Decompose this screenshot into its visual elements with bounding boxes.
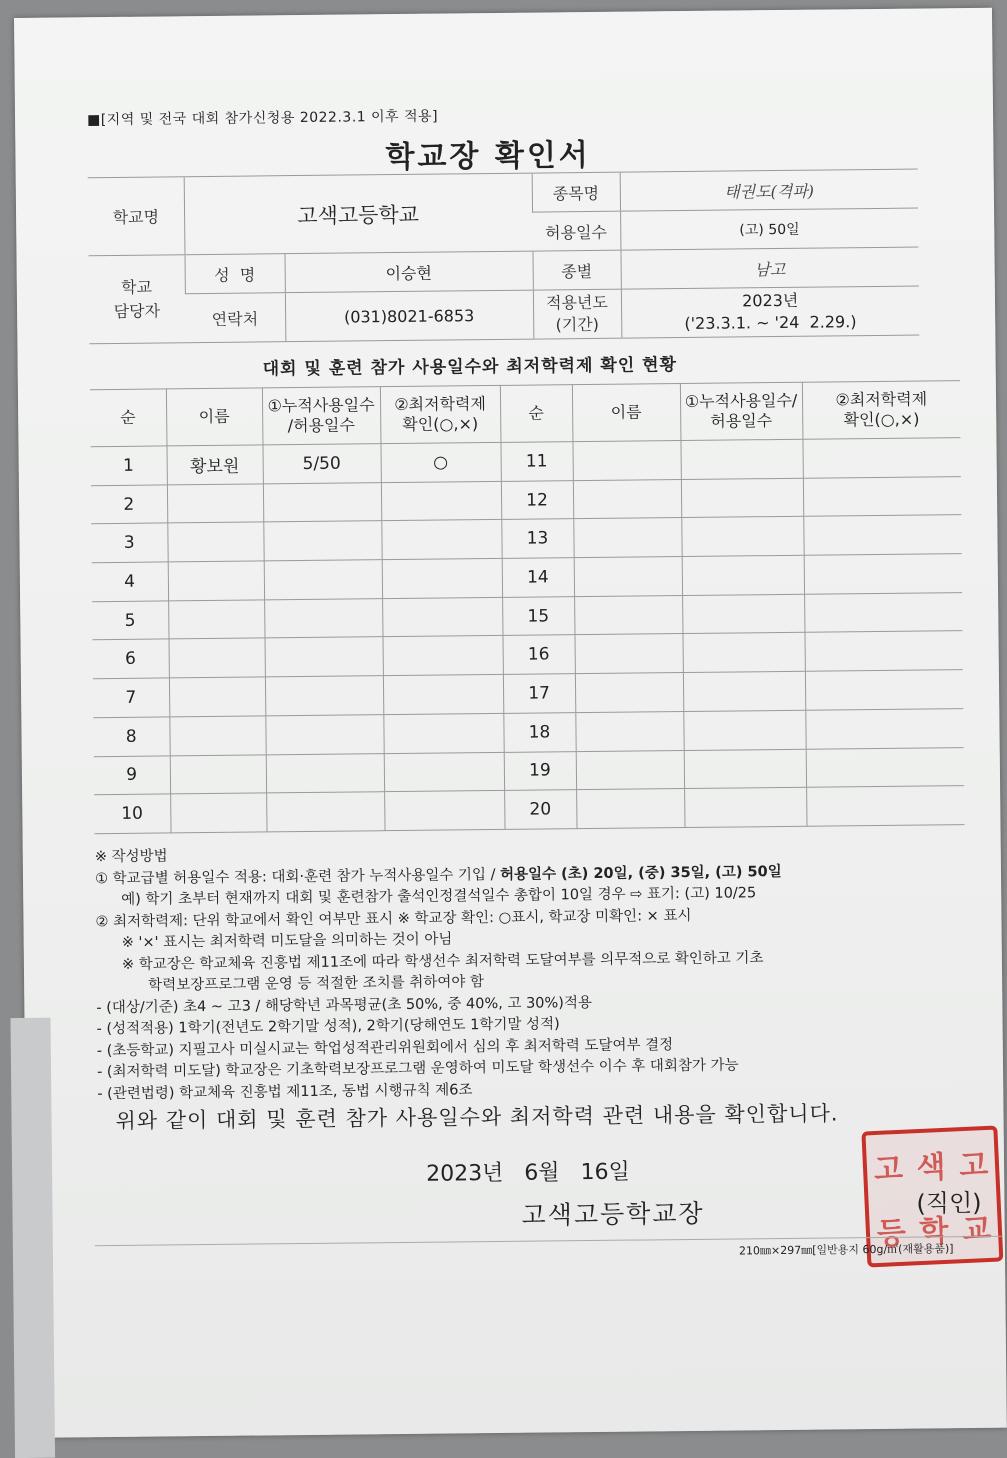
row-name: [575, 711, 683, 751]
row-check: [802, 438, 960, 478]
row-no: 1: [90, 446, 166, 485]
row-name: [574, 595, 682, 635]
guide-line: ※ '×' 표시는 최저학력 미도달을 의미하는 것이 아님: [121, 931, 453, 951]
row-no: 20: [504, 790, 576, 829]
row-used-days: [682, 555, 804, 595]
row-no: 14: [502, 558, 574, 597]
row-no: 9: [94, 755, 170, 794]
row-used-days: [265, 676, 383, 716]
row-check: [804, 592, 962, 632]
allowed-days-value: (고) 50일: [620, 208, 918, 250]
row-check: [803, 515, 961, 555]
row-check: [384, 791, 504, 831]
principal-signature: 고색고등학교장: [521, 1198, 705, 1230]
row-name: [572, 441, 680, 481]
paper-spec: 210㎜×297㎜[일반용지 60g/㎡(재활용품)]: [738, 1242, 954, 1258]
certificate-paper: [14, 8, 1007, 1438]
col-used-1: ①누적사용일수 /허용일수: [262, 387, 381, 445]
row-name: [574, 634, 682, 674]
guide-line: 학력보장프로그램 운영 등 적절한 조치를 취하여야 함: [148, 974, 485, 994]
col-name-1: 이름: [166, 388, 263, 446]
row-name: [573, 479, 681, 519]
seal-char: 학: [918, 1213, 950, 1251]
allowed-days-label: 허용일수: [532, 211, 620, 251]
form-header-note: ■[지역 및 전국 대회 참가신청용 2022.3.1 이후 적용]: [86, 108, 439, 129]
col-no-1: 순: [90, 389, 167, 447]
table-row: [94, 786, 964, 834]
school-name-value: 고색고등학교: [184, 173, 533, 255]
row-check: [383, 675, 503, 715]
seal-char: 등: [876, 1215, 907, 1252]
row-name: [167, 484, 263, 524]
school-info-table: [88, 169, 920, 345]
row-name: [170, 754, 266, 794]
row-check: [806, 747, 964, 787]
row-used-days: [266, 753, 384, 793]
table-header-row: [90, 381, 961, 447]
confirmation-statement: 위와 같이 대회 및 훈련 참가 사용일수와 최저학력 관련 내용을 확인합니다.: [115, 1101, 839, 1133]
row-check: [804, 631, 962, 671]
col-used-2: ①누적사용일수/ 허용일수: [680, 382, 803, 440]
row-name: [168, 561, 264, 601]
row-no: 13: [501, 519, 573, 558]
row-name: [168, 600, 264, 640]
seal-char: 색: [915, 1149, 947, 1187]
guide-allowed-days: 허용일수 (초) 20일, (중) 35일, (고) 50일: [499, 863, 782, 883]
row-check: [381, 520, 501, 560]
row-no: 10: [94, 794, 170, 833]
row-no: 6: [93, 639, 169, 678]
contact-value: (031)8021-6853: [285, 290, 533, 342]
issue-date: 2023년 6월 16일: [425, 1159, 630, 1187]
row-check: [382, 597, 502, 637]
row-used-days: [681, 478, 803, 518]
guide-line: 예) 학기 초부터 현재까지 대회 및 훈련참가 출석인정결석일수 총합이 10일 경우 ⇨ 표기: (고) 10/25: [121, 885, 757, 908]
year-period: ('23.3.1. ~ '24 2.29.): [684, 312, 857, 333]
row-no: 4: [92, 562, 168, 601]
row-no: 2: [91, 485, 167, 524]
col-no-2: 순: [500, 385, 573, 443]
row-used-days: [263, 482, 381, 522]
sport-value: 태권도(격파): [620, 169, 918, 211]
participation-table: [90, 380, 965, 834]
guide-line: - (대상/기준) 초4 ~ 고3 / 해당학년 과목평균(초 50%, 중 40%, 고 30%)적용: [96, 994, 593, 1016]
year-cell: [621, 286, 919, 338]
guide-line: - (최저학력 미도달) 학교장은 기초학력보장프로그램 운영하여 미도달 학생선수 이수 후 대회참가 가능: [96, 1057, 739, 1081]
row-no: 11: [500, 442, 572, 481]
row-check: [384, 752, 504, 792]
row-used-days: [264, 598, 382, 638]
year-label: 적용년도 (기간): [533, 289, 622, 339]
row-no: 16: [502, 635, 574, 674]
row-name: [169, 638, 265, 678]
row-no: 18: [503, 712, 575, 751]
guide-line: ② 최저학력제: 단위 학교에서 확인 여부만 표시 ※ 학교장 확인: ○표시, 학교장 미확인: × 표시: [95, 907, 692, 930]
year-value: 2023년: [742, 290, 799, 311]
row-used-days: [681, 517, 803, 557]
row-name: [170, 793, 266, 833]
row-no: 3: [91, 523, 167, 562]
row-name: [576, 789, 684, 829]
document-title: 학교장 확인서: [385, 137, 591, 176]
guide-line: - (성적적용) 1학기(전년도 2학기말 성적), 2학기(당해연도 1학기말 성적): [96, 1016, 560, 1038]
row-used-days: [684, 787, 806, 827]
row-name: [576, 750, 684, 790]
row-name: [575, 673, 683, 713]
writing-guide: [95, 838, 978, 1105]
guide-line: ※ 학교장은 학교체육 진흥법 제11조에 따라 학생선수 최저학력 도달여부를 의무적으로 확인하고 기초: [121, 949, 764, 973]
row-check: [805, 708, 963, 748]
row-check: [805, 670, 963, 710]
row-used-days: [266, 792, 384, 832]
row-check: [806, 786, 964, 826]
row-used-days: [682, 594, 804, 634]
name-label: 성 명: [184, 254, 284, 294]
row-check: [383, 636, 503, 676]
row-used-days: [263, 521, 381, 561]
row-no: 19: [504, 751, 576, 790]
name-value: 이승현: [284, 251, 532, 293]
guide-heading: ※ 작성방법: [94, 848, 168, 866]
row-check: ○: [380, 442, 500, 482]
category-label: 종별: [532, 250, 620, 290]
row-no: 17: [503, 674, 575, 713]
row-used-days: [680, 439, 802, 479]
row-no: 12: [501, 480, 573, 519]
row-name: [169, 677, 265, 717]
row-check: [383, 713, 503, 753]
row-used-days: [265, 714, 383, 754]
sport-label: 종목명: [532, 172, 620, 212]
row-check: [381, 481, 501, 521]
row-used-days: 5/50: [262, 444, 380, 484]
row-check: [803, 476, 961, 516]
section-title: 대회 및 훈련 참가 사용일수와 최저학력제 확인 현황: [262, 355, 678, 380]
seal-char: 교: [961, 1211, 992, 1249]
row-used-days: [682, 633, 804, 673]
col-check-2: ②최저학력제 확인(○,×): [802, 381, 961, 440]
seal-label: (직인): [916, 1188, 982, 1218]
row-used-days: [264, 560, 382, 600]
row-name: 황보원: [166, 445, 262, 485]
row-no: 7: [93, 678, 169, 717]
row-used-days: [265, 637, 383, 677]
guide-line: - (관련법령) 학교체육 진흥법 제11조, 동법 시행규칙 제6조: [97, 1081, 473, 1102]
row-no: 5: [92, 601, 168, 640]
contact-label: 연락처: [185, 293, 286, 343]
category-value: 남고: [620, 247, 918, 289]
row-no: 8: [93, 717, 169, 756]
paper-fold: [10, 1018, 55, 1458]
row-check: [382, 558, 502, 598]
row-name: [167, 522, 263, 562]
col-check-1: ②최저학력제 확인(○,×): [380, 385, 501, 443]
row-name: [573, 518, 681, 558]
seal-char: 고: [873, 1151, 904, 1189]
row-used-days: [683, 671, 805, 711]
row-used-days: [683, 710, 805, 750]
seal-char: 고: [958, 1147, 989, 1185]
row-check: [804, 554, 962, 594]
row-name: [169, 716, 265, 756]
row-no: 15: [502, 596, 574, 635]
school-name-label: 학교명: [88, 177, 185, 256]
staff-label: 학교 담당자: [88, 255, 185, 344]
guide-text: ① 학교급별 허용일수 적용: 대회·훈련 참가 누적사용일수 기입 /: [94, 866, 501, 887]
row-name: [574, 557, 682, 597]
guide-line: - (초등학교) 지필고사 미실시교는 학업성적관리위원회에서 심의 후 최저학력 도달여부 결정: [96, 1036, 674, 1059]
col-name-2: 이름: [572, 384, 681, 442]
row-used-days: [684, 749, 806, 789]
